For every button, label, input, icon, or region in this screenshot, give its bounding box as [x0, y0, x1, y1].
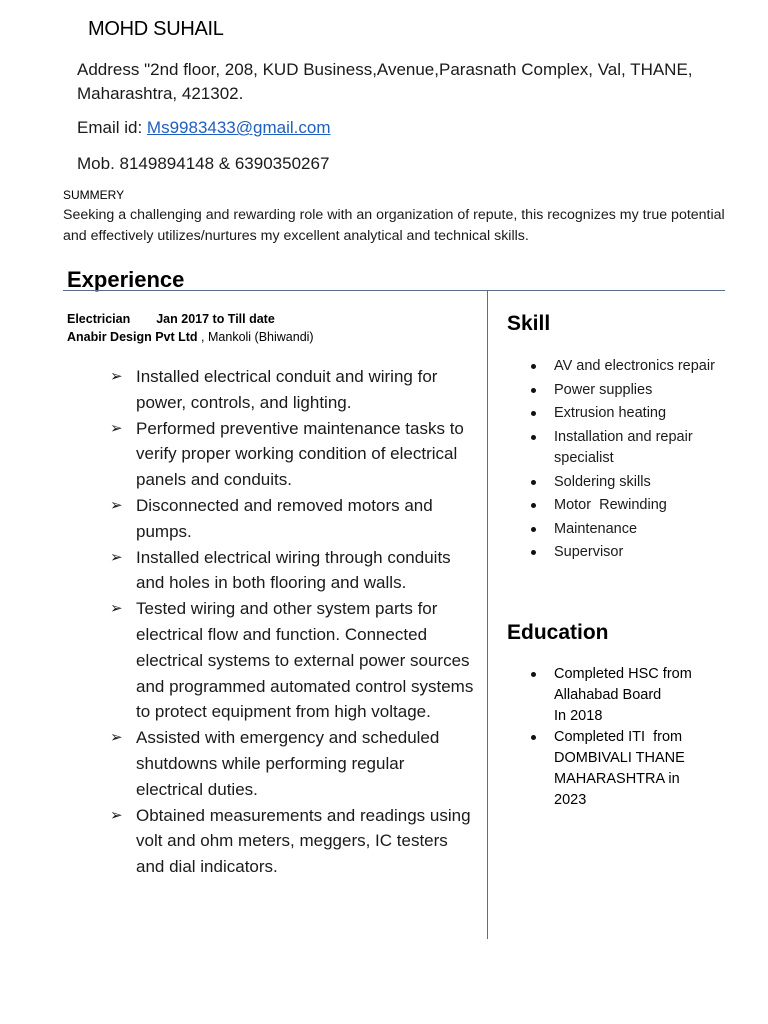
arrow-bullet-icon: ➢ [110, 600, 123, 618]
duty-item [110, 803, 475, 880]
education-line: MAHARASHTRA in [554, 771, 680, 787]
skill-item [530, 356, 730, 378]
job-company-line [67, 330, 314, 344]
education-item [530, 727, 730, 811]
bullet-dot-icon [531, 550, 536, 555]
company-location: , Mankoli (Bhiwandi) [197, 330, 314, 344]
skill-item [530, 495, 730, 517]
company-name: Anabir Design Pvt Ltd [67, 330, 198, 344]
education-list [530, 664, 730, 811]
bullet-dot-icon [531, 364, 536, 369]
skill-text: Extrusion heating [554, 405, 667, 421]
mobile-line: Mob. 8149894148 & 6390350267 [77, 154, 330, 173]
duties-list [110, 364, 475, 880]
duty-item [110, 545, 475, 597]
address-line: Address "2nd floor, 208, KUD Business,Avenue,Parasnath Complex, Val, THANE, Maharashtra, 421302. [77, 60, 693, 103]
education-line: Completed ITI from [554, 729, 683, 745]
education-line: Allahabad Board [554, 687, 662, 703]
duty-item [110, 493, 475, 545]
duty-item [110, 364, 475, 416]
skill-item [530, 403, 730, 425]
arrow-bullet-icon: ➢ [110, 419, 123, 437]
experience-heading: Experience [67, 267, 185, 292]
bullet-dot-icon [531, 735, 536, 740]
arrow-bullet-icon: ➢ [110, 368, 123, 385]
column-divider [487, 291, 488, 939]
job-role: Electrician [67, 312, 131, 326]
duty-item [110, 596, 475, 725]
arrow-bullet-icon: ➢ [110, 806, 123, 824]
bullet-dot-icon [531, 411, 536, 416]
skill-item [530, 519, 730, 541]
email-link[interactable]: Ms9983433@gmail.com [146, 118, 331, 137]
bullet-dot-icon [531, 435, 536, 440]
duty-text: Disconnected and removed motors and pumps. [136, 495, 433, 541]
skill-text: Supervisor [554, 544, 624, 560]
duty-text: Tested wiring and other system parts for electrical flow and function. Connected electrical systems to external power sources and programmed automated control systems to protect equipment from high voltage. [136, 599, 474, 722]
summary-heading: SUMMERY [63, 188, 125, 202]
bullet-dot-icon [531, 388, 536, 393]
bullet-dot-icon [531, 672, 536, 677]
candidate-name: MOHD SUHAIL [88, 18, 224, 40]
bullet-dot-icon [531, 480, 536, 485]
skill-text: Motor Rewinding [554, 497, 667, 513]
arrow-bullet-icon: ➢ [110, 729, 123, 747]
skill-text: Maintenance [554, 520, 638, 537]
education-line: Completed HSC from [554, 666, 692, 682]
skill-item [530, 427, 730, 470]
email-line [77, 116, 331, 140]
bullet-dot-icon [531, 503, 536, 508]
summary-text: Seeking a challenging and rewarding role with an organization of repute, this recognizes my true potential and effectively utilizes/nurtures my excellent analytical and technical skills. [63, 207, 725, 244]
skill-item [530, 542, 730, 564]
job-title-line [67, 312, 275, 326]
arrow-bullet-icon: ➢ [110, 496, 123, 514]
duty-text: Assisted with emergency and scheduled shutdowns while performing regular electrical duties. [136, 728, 440, 799]
duty-item [110, 725, 475, 802]
bullet-dot-icon [531, 527, 536, 532]
education-item [530, 664, 730, 727]
duty-text: Obtained measurements and readings using volt and ohm meters, meggers, IC testers and dial indicators. [136, 805, 471, 877]
education-line: DOMBIVALI THANE [554, 750, 685, 766]
education-line: In 2018 [554, 708, 603, 724]
skill-item [530, 380, 730, 402]
job-dates: Jan 2017 to Till date [156, 312, 275, 326]
skills-list [530, 356, 730, 566]
section-divider [63, 290, 725, 291]
education-heading: Education [507, 621, 609, 644]
duty-text: Installed electrical wiring through conduits and holes in both flooring and walls. [136, 547, 451, 593]
email-label: Email id: [77, 118, 147, 137]
skill-text: Installation and repair specialist [554, 428, 693, 466]
skill-item [530, 472, 730, 494]
arrow-bullet-icon: ➢ [110, 548, 123, 566]
skill-text: Power supplies [554, 381, 653, 398]
duty-text: Installed electrical conduit and wiring for power, controls, and lighting. [136, 367, 438, 412]
duty-text: Performed preventive maintenance tasks to verify proper working condition of electrical panels and conduits. [136, 418, 464, 490]
education-line: 2023 [554, 792, 587, 808]
skill-text: Soldering skills [554, 473, 651, 490]
skill-text: AV and electronics repair [554, 358, 715, 374]
skill-heading: Skill [507, 312, 551, 335]
duty-item [110, 416, 475, 493]
